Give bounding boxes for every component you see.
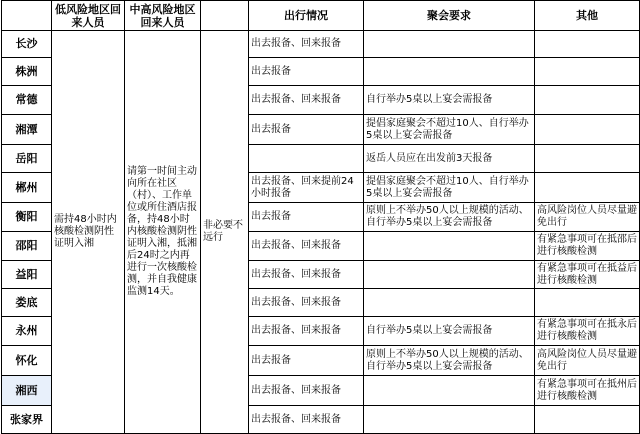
city-cell: 张家界 (2, 406, 52, 434)
travel-cell: 出去报备、回来报备 (249, 317, 364, 346)
city-cell: 益阳 (2, 261, 52, 289)
city-cell: 衡阳 (2, 203, 52, 232)
other-cell: 有紧急事项可在抵益后进行核酸检测 (535, 261, 640, 289)
header-row (2, 1, 640, 31)
travel-cell: 出去报备、回来报备 (249, 261, 364, 289)
header-mid-high-risk: 中高风险地区回来人员 (125, 1, 201, 31)
low-risk-requirement: 需持48小时内核酸检测阴性证明入湘 (52, 31, 125, 434)
city-cell: 娄底 (2, 289, 52, 317)
gathering-cell (364, 31, 535, 58)
mid-high-risk-requirement: 请第一时间主动向所在社区（村）、工作单位或所住酒店报备，持48小时内核酸检测阴性证明入湘，抵湘后24时之内再进行一次核酸检测，并自我健康监测14天。 (125, 31, 201, 434)
other-cell (535, 145, 640, 173)
gathering-cell: 自行举办5桌以上宴会需报备 (364, 86, 535, 115)
other-cell (535, 86, 640, 115)
gathering-cell: 原则上不举办50人以上规模的活动、自行举办5桌以上宴会需报备 (364, 346, 535, 376)
other-cell: 有紧急事项可在抵邵后进行核酸检测 (535, 232, 640, 261)
other-cell: 高风险岗位人员尽量避免出行 (535, 203, 640, 232)
gathering-cell: 提倡家庭聚会不超过10人、自行举办5桌以上宴会需报备 (364, 115, 535, 145)
gathering-cell (364, 406, 535, 434)
travel-cell: 出去报备、回来提前24小时报备 (249, 173, 364, 203)
city-cell: 怀化 (2, 346, 52, 376)
gathering-cell (364, 376, 535, 406)
other-cell: 有紧急事项可在抵州后进行核酸检测 (535, 376, 640, 406)
city-cell: 永州 (2, 317, 52, 346)
other-cell: 有紧急事项可在抵永后进行核酸检测 (535, 317, 640, 346)
gathering-cell (364, 232, 535, 261)
header-low-risk: 低风险地区回来人员 (52, 1, 125, 31)
city-cell: 郴州 (2, 173, 52, 203)
travel-cell: 出去报备 (249, 115, 364, 145)
city-cell: 邵阳 (2, 232, 52, 261)
gathering-cell (364, 58, 535, 86)
header-city (2, 1, 52, 31)
policy-table (1, 0, 640, 434)
travel-cell: 出去报备、回来报备 (249, 289, 364, 317)
other-cell (535, 406, 640, 434)
gathering-cell: 自行举办5桌以上宴会需报备 (364, 317, 535, 346)
gathering-cell: 原则上不举办50人以上规模的活动、自行举办5桌以上宴会需报备 (364, 203, 535, 232)
other-cell (535, 289, 640, 317)
travel-cell: 出去报备、回来报备 (249, 86, 364, 115)
other-cell: 高风险岗位人员尽量避免出行 (535, 346, 640, 376)
city-cell: 岳阳 (2, 145, 52, 173)
gathering-cell: 提倡家庭聚会不超过10人、自行举办5桌以上宴会需报备 (364, 173, 535, 203)
city-cell: 常德 (2, 86, 52, 115)
header-gathering: 聚会要求 (364, 1, 535, 31)
travel-cell: 出去报备、回来报备 (249, 376, 364, 406)
travel-cell: 出去报备 (249, 58, 364, 86)
gathering-cell: 返岳人员应在出发前3天报备 (364, 145, 535, 173)
header-other: 其他 (535, 1, 640, 31)
travel-cell: 出去报备 (249, 346, 364, 376)
other-cell (535, 31, 640, 58)
header-travel: 出行情况 (249, 1, 364, 31)
other-cell (535, 115, 640, 145)
travel-cell (249, 145, 364, 173)
city-cell: 株洲 (2, 58, 52, 86)
city-cell: 湘西 (2, 376, 52, 406)
table-row (2, 31, 640, 58)
header-travel-blank (201, 1, 249, 31)
other-cell (535, 58, 640, 86)
travel-cell: 出去报备、回来报备 (249, 406, 364, 434)
gathering-cell (364, 261, 535, 289)
other-cell (535, 173, 640, 203)
non-essential-travel-note: 非必要不远行 (201, 31, 249, 434)
city-cell: 湘潭 (2, 115, 52, 145)
city-cell: 长沙 (2, 31, 52, 58)
travel-cell: 出去报备 (249, 203, 364, 232)
travel-cell: 出去报备、回来报备 (249, 232, 364, 261)
travel-cell: 出去报备、回来报备 (249, 31, 364, 58)
gathering-cell (364, 289, 535, 317)
